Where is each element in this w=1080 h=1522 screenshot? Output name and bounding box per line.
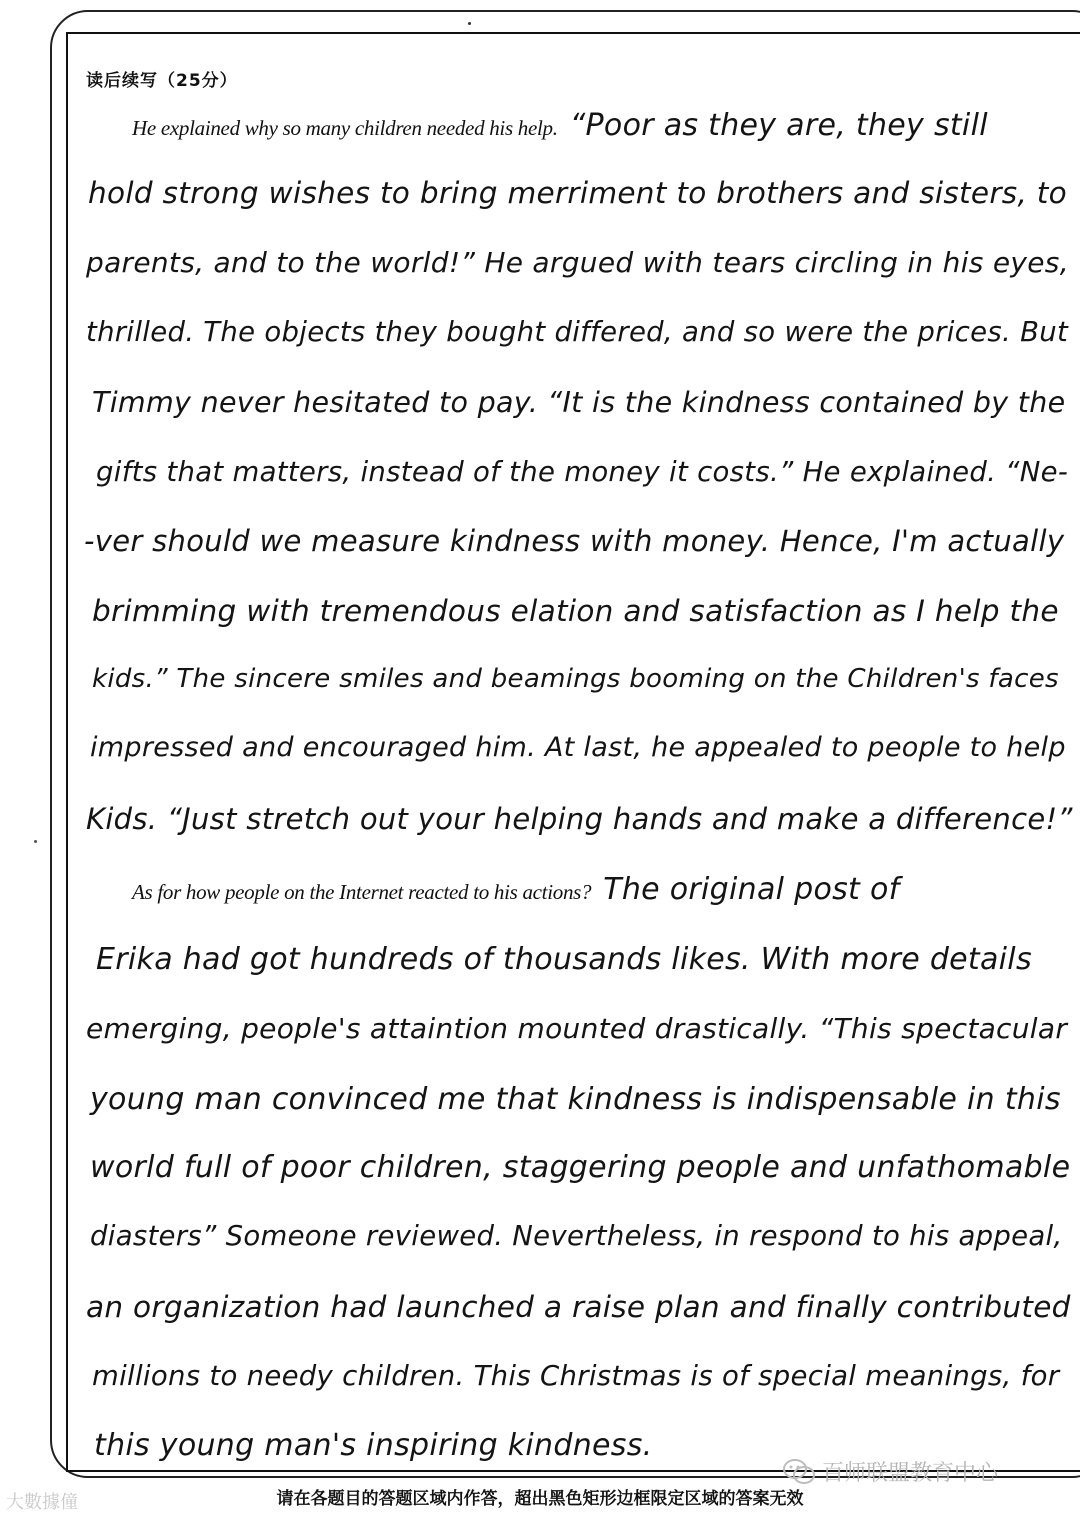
watermark-right-text: 百师联盟教育中心 [822,1461,999,1486]
handwritten-line: The original post of [603,872,900,907]
handwritten-line: young man convinced me that kindness is indispensable in this [90,1082,1061,1117]
footer-instruction: 请在各题目的答题区域内作答，超出黑色矩形边框限定区域的答案无效 [276,1489,804,1509]
paragraph-2-prompt: As for how people on the Internet reacted to his actions? [132,880,592,904]
section-title: 读后续写（25分） [86,71,238,91]
scan-dot [34,840,37,843]
handwritten-line: Kids. “Just stretch out your helping hands and make a difference!” [86,802,1073,836]
handwritten-line: -ver should we measure kindness with money. Hence, I'm actually [84,524,1065,558]
handwritten-line: impressed and encouraged him. At last, he appealed to people to help [90,732,1066,763]
handwritten-line: parents, and to the world!” He argued with tears circling in his eyes, [86,246,1069,279]
handwritten-line: thrilled. The objects they bought differed, and so were the prices. But [86,316,1069,348]
handwritten-line: world full of poor children, staggering people and unfathomable [90,1150,1071,1185]
handwritten-line: gifts that matters, instead of the money it costs.” He explained. “Ne- [96,456,1069,488]
handwritten-line: Timmy never hesitated to pay. “It is the kindness contained by the [92,386,1066,419]
paragraph-1-first-line [132,108,988,143]
handwritten-line: emerging, people's attaintion mounted drastically. “This spectacular [86,1012,1068,1045]
paragraph-2-first-line [132,872,899,907]
handwritten-line: “Poor as they are, they still [569,108,988,143]
handwritten-line: diasters” Someone reviewed. Nevertheless, in respond to his appeal, [90,1220,1063,1252]
handwritten-line: kids.” The sincere smiles and beamings booming on the Children's faces [92,664,1059,694]
handwritten-line: this young man's inspiring kindness. [94,1428,653,1463]
handwritten-line: millions to needy children. This Christmas is of special meanings, for [92,1360,1060,1392]
watermark-right [782,1456,998,1487]
handwritten-line: hold strong wishes to bring merriment to brothers and sisters, to [88,176,1068,210]
wechat-icon [782,1458,816,1486]
watermark-left: 大數據僮 [6,1492,78,1513]
handwritten-line: brimming with tremendous elation and satisfaction as I help the [92,594,1059,628]
scan-dot [468,22,471,25]
handwritten-line: an organization had launched a raise plan and finally contributed [86,1290,1071,1324]
paragraph-1-prompt: He explained why so many children needed his help. [132,116,558,140]
handwritten-line: Erika had got hundreds of thousands likes. With more details [96,942,1032,977]
